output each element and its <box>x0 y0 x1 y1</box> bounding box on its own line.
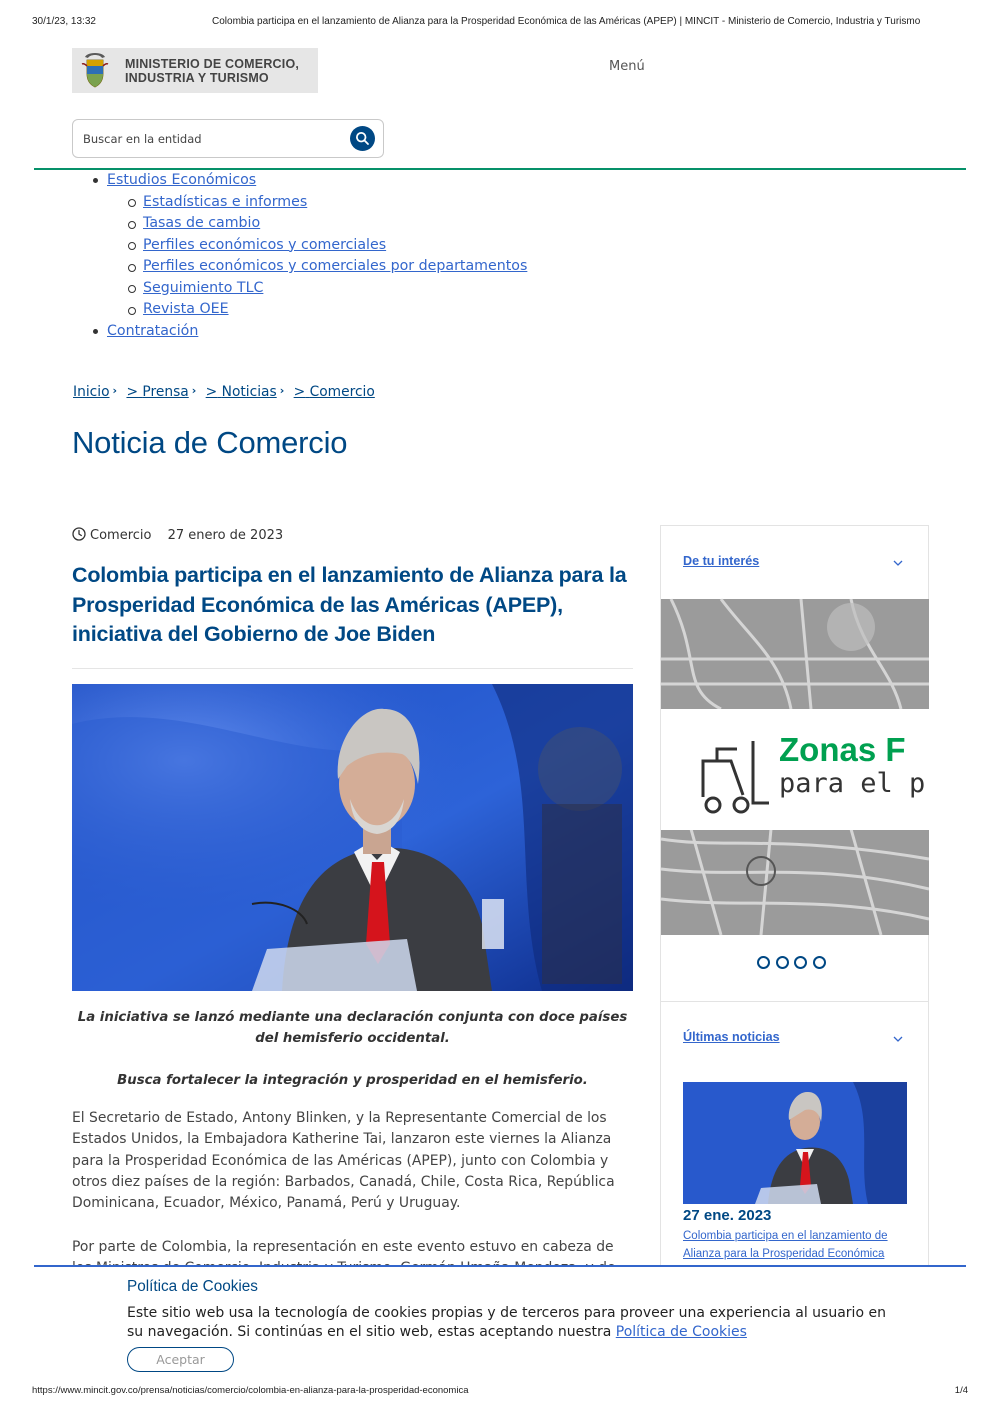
article-meta <box>72 527 283 543</box>
news-date: 27 ene. 2023 <box>683 1207 772 1224</box>
cookie-description: Este sitio web usa la tecnología de cookies propias y de terceros para proveer una experiencia al usuario en su navegación. Si continúas en el sitio web, estas aceptando nuestra <box>127 1305 886 1340</box>
nav-menu <box>90 171 527 343</box>
zonas-francas-banner[interactable] <box>661 599 929 935</box>
nav-link[interactable]: Estadísticas e informes <box>143 193 308 210</box>
nav-item-revista-oee[interactable] <box>90 300 527 322</box>
ministry-name-line1: MINISTERIO DE COMERCIO, <box>125 57 300 71</box>
chevron-right-icon: > <box>126 384 139 400</box>
article-category: Comercio <box>90 528 152 543</box>
article-hero-image <box>72 684 633 991</box>
breadcrumb-separator: › <box>191 384 197 397</box>
shield-logo-icon <box>80 52 110 89</box>
breadcrumb-label: Noticias <box>221 384 277 400</box>
print-page-title: Colombia participa en el lanzamiento de Alianza para la Prosperidad Económica de las Américas (APEP) | MINCIT - Ministerio de Comercio, Industria y Turismo <box>212 16 921 27</box>
header-divider <box>34 168 966 170</box>
print-page-number: 1/4 <box>954 1385 968 1396</box>
banner-text-line1: Zonas F <box>779 731 906 768</box>
nav-item-tasas-cambio[interactable] <box>90 214 527 236</box>
nav-link[interactable]: Estudios Económicos <box>107 172 257 188</box>
nav-item-estadisticas[interactable] <box>90 193 527 215</box>
carousel-dots <box>757 954 831 973</box>
print-header <box>32 16 968 30</box>
chevron-right-icon: > <box>293 384 306 400</box>
nav-link[interactable]: Tasas de cambio <box>143 215 261 231</box>
nav-link[interactable]: Seguimiento TLC <box>143 279 264 296</box>
cookie-banner <box>34 1265 966 1375</box>
search-input[interactable] <box>83 129 343 149</box>
carousel-dot[interactable] <box>757 956 770 969</box>
nav-link[interactable]: Perfiles económicos y comerciales por departamentos <box>143 258 528 274</box>
breadcrumb-home[interactable]: Inicio <box>73 384 110 400</box>
search-button[interactable] <box>350 126 375 151</box>
carousel-dot[interactable] <box>776 956 789 969</box>
section-de-tu-interes[interactable]: De tu interés <box>683 554 760 568</box>
article-subcaption: Busca fortalecer la integración y prosperidad en el hemisferio. <box>117 1073 588 1088</box>
breadcrumb-separator: › <box>112 384 118 397</box>
cookie-text <box>127 1304 887 1342</box>
nav-item-perfiles-departamentos[interactable] <box>90 257 527 279</box>
ministry-name <box>125 57 299 85</box>
search-box <box>72 119 384 158</box>
chevron-right-icon: > <box>205 384 218 400</box>
carousel-dot[interactable] <box>813 956 826 969</box>
print-url: https://www.mincit.gov.co/prensa/noticias/comercio/colombia-en-alianza-para-la-prosperidad-economica <box>32 1385 469 1396</box>
news-thumbnail[interactable] <box>683 1082 907 1204</box>
article-headline: Colombia participa en el lanzamiento de Alianza para la Prosperidad Económica de las Américas (APEP), iniciativa del Gobierno de Joe Biden <box>72 563 627 646</box>
nav-item-perfiles[interactable] <box>90 236 527 258</box>
chevron-down-icon[interactable] <box>892 1035 904 1043</box>
nav-link[interactable]: Revista OEE <box>143 301 229 317</box>
cookie-policy-link[interactable]: Política de Cookies <box>615 1324 747 1340</box>
nav-link[interactable]: Perfiles económicos y comerciales <box>143 236 387 253</box>
breadcrumb-noticias[interactable] <box>206 384 277 400</box>
article-date: 27 enero de 2023 <box>167 528 284 543</box>
ministry-name-line2: INDUSTRIA Y TURISMO <box>125 71 269 85</box>
print-datetime: 30/1/23, 13:32 <box>32 16 96 27</box>
ministry-logo[interactable] <box>72 48 318 93</box>
news-title-link[interactable]: Colombia participa en el lanzamiento de Alianza para la Prosperidad Económica <box>683 1230 888 1260</box>
page-title: Noticia de Comercio <box>72 425 348 460</box>
breadcrumb-label: Prensa <box>142 384 189 400</box>
clock-icon <box>72 527 86 541</box>
search-icon <box>355 131 370 146</box>
breadcrumb-label: Comercio <box>309 384 375 400</box>
divider <box>72 668 633 669</box>
divider <box>661 1001 928 1002</box>
section-ultimas-noticias[interactable]: Últimas noticias <box>683 1030 780 1044</box>
article-caption: La iniciativa se lanzó mediante una declaración conjunta con doce países del hemisferio occidental. <box>77 1010 628 1046</box>
chevron-down-icon[interactable] <box>892 559 904 567</box>
breadcrumb-comercio[interactable] <box>294 384 375 400</box>
menu-button[interactable]: Menú <box>609 59 645 74</box>
nav-item-contratacion[interactable] <box>90 322 527 344</box>
breadcrumb <box>73 384 375 400</box>
cookie-title: Política de Cookies <box>127 1278 258 1295</box>
breadcrumb-prensa[interactable] <box>126 384 188 400</box>
accept-cookies-button[interactable]: Aceptar <box>127 1347 234 1372</box>
carousel-dot[interactable] <box>794 956 807 969</box>
sidebar <box>660 525 929 1266</box>
nav-link[interactable]: Contratación <box>107 322 199 339</box>
print-footer <box>32 1385 968 1399</box>
article-paragraph: Por parte de Colombia, la representación en este evento estuvo en cabeza de <box>72 1239 614 1255</box>
banner-text-line2: para el p <box>779 768 926 799</box>
breadcrumb-separator: › <box>279 384 285 397</box>
nav-item-seguimiento-tlc[interactable] <box>90 279 527 301</box>
article-paragraph: El Secretario de Estado, Antony Blinken, y la Representante Comercial de los Estados Unidos, la Embajadora Katherine Tai, lanzaron este viernes la Alianza para la Prosperidad Económica de las Américas (APEP), junto con Colombia y otros diez países de la región: Barbados, Canadá, Chile, Costa Rica, República Dominicana, Ecuador, México, Panamá, Perú y Uruguay. <box>72 1110 615 1212</box>
nav-item-estudios-economicos[interactable] <box>90 171 527 193</box>
